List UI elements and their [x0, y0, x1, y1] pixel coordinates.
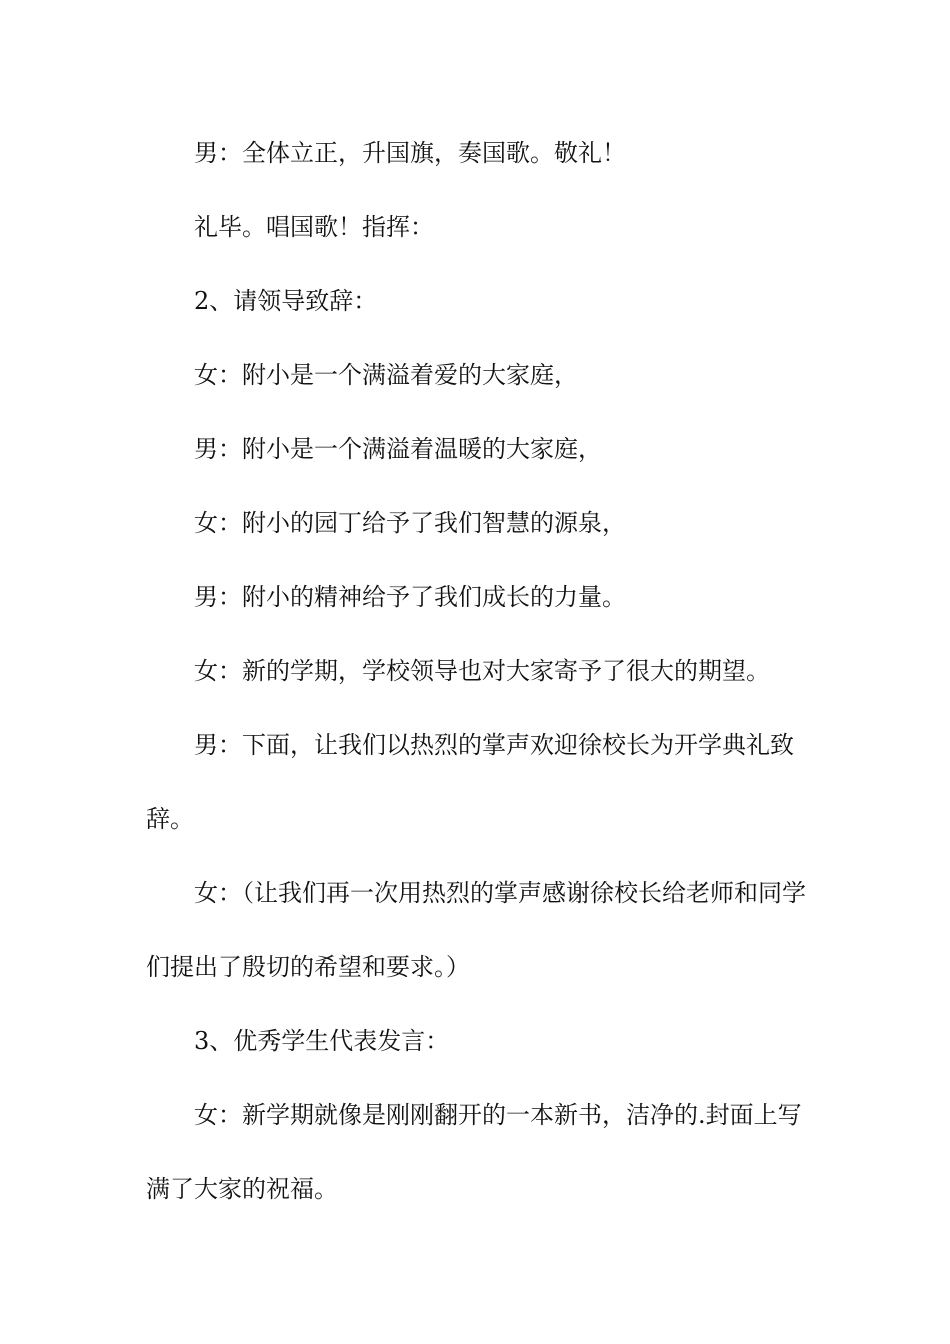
paragraph-8: 女：新的学期，学校领导也对大家寄予了很大的期望。: [194, 657, 770, 685]
paragraph-10: 女：（让我们再一次用热烈的掌声感谢徐校长给老师和同学们提出了殷切的希望和要求。）: [146, 879, 806, 981]
paragraph-5: 男：附小是一个满溢着温暖的大家庭，: [194, 435, 602, 463]
paragraph-12: 女：新学期就像是刚刚翻开的一本新书，洁净的.封面上写满了大家的祝福。: [146, 1101, 802, 1203]
paragraph-2: 礼毕。唱国歌！指挥：: [194, 213, 434, 241]
paragraph-3: 2、请领导致辞：: [194, 287, 378, 315]
paragraph-9: 男：下面，让我们以热烈的掌声欢迎徐校长为开学典礼致辞。: [146, 731, 794, 833]
paragraph-4: 女：附小是一个满溢着爱的大家庭，: [194, 361, 578, 389]
paragraph-1: 男：全体立正，升国旗，奏国歌。敬礼！: [194, 139, 626, 167]
paragraph-11: 3、优秀学生代表发言：: [194, 1027, 450, 1055]
paragraph-7: 男：附小的精神给予了我们成长的力量。: [194, 583, 626, 611]
paragraph-6: 女：附小的园丁给予了我们智慧的源泉，: [194, 509, 626, 537]
